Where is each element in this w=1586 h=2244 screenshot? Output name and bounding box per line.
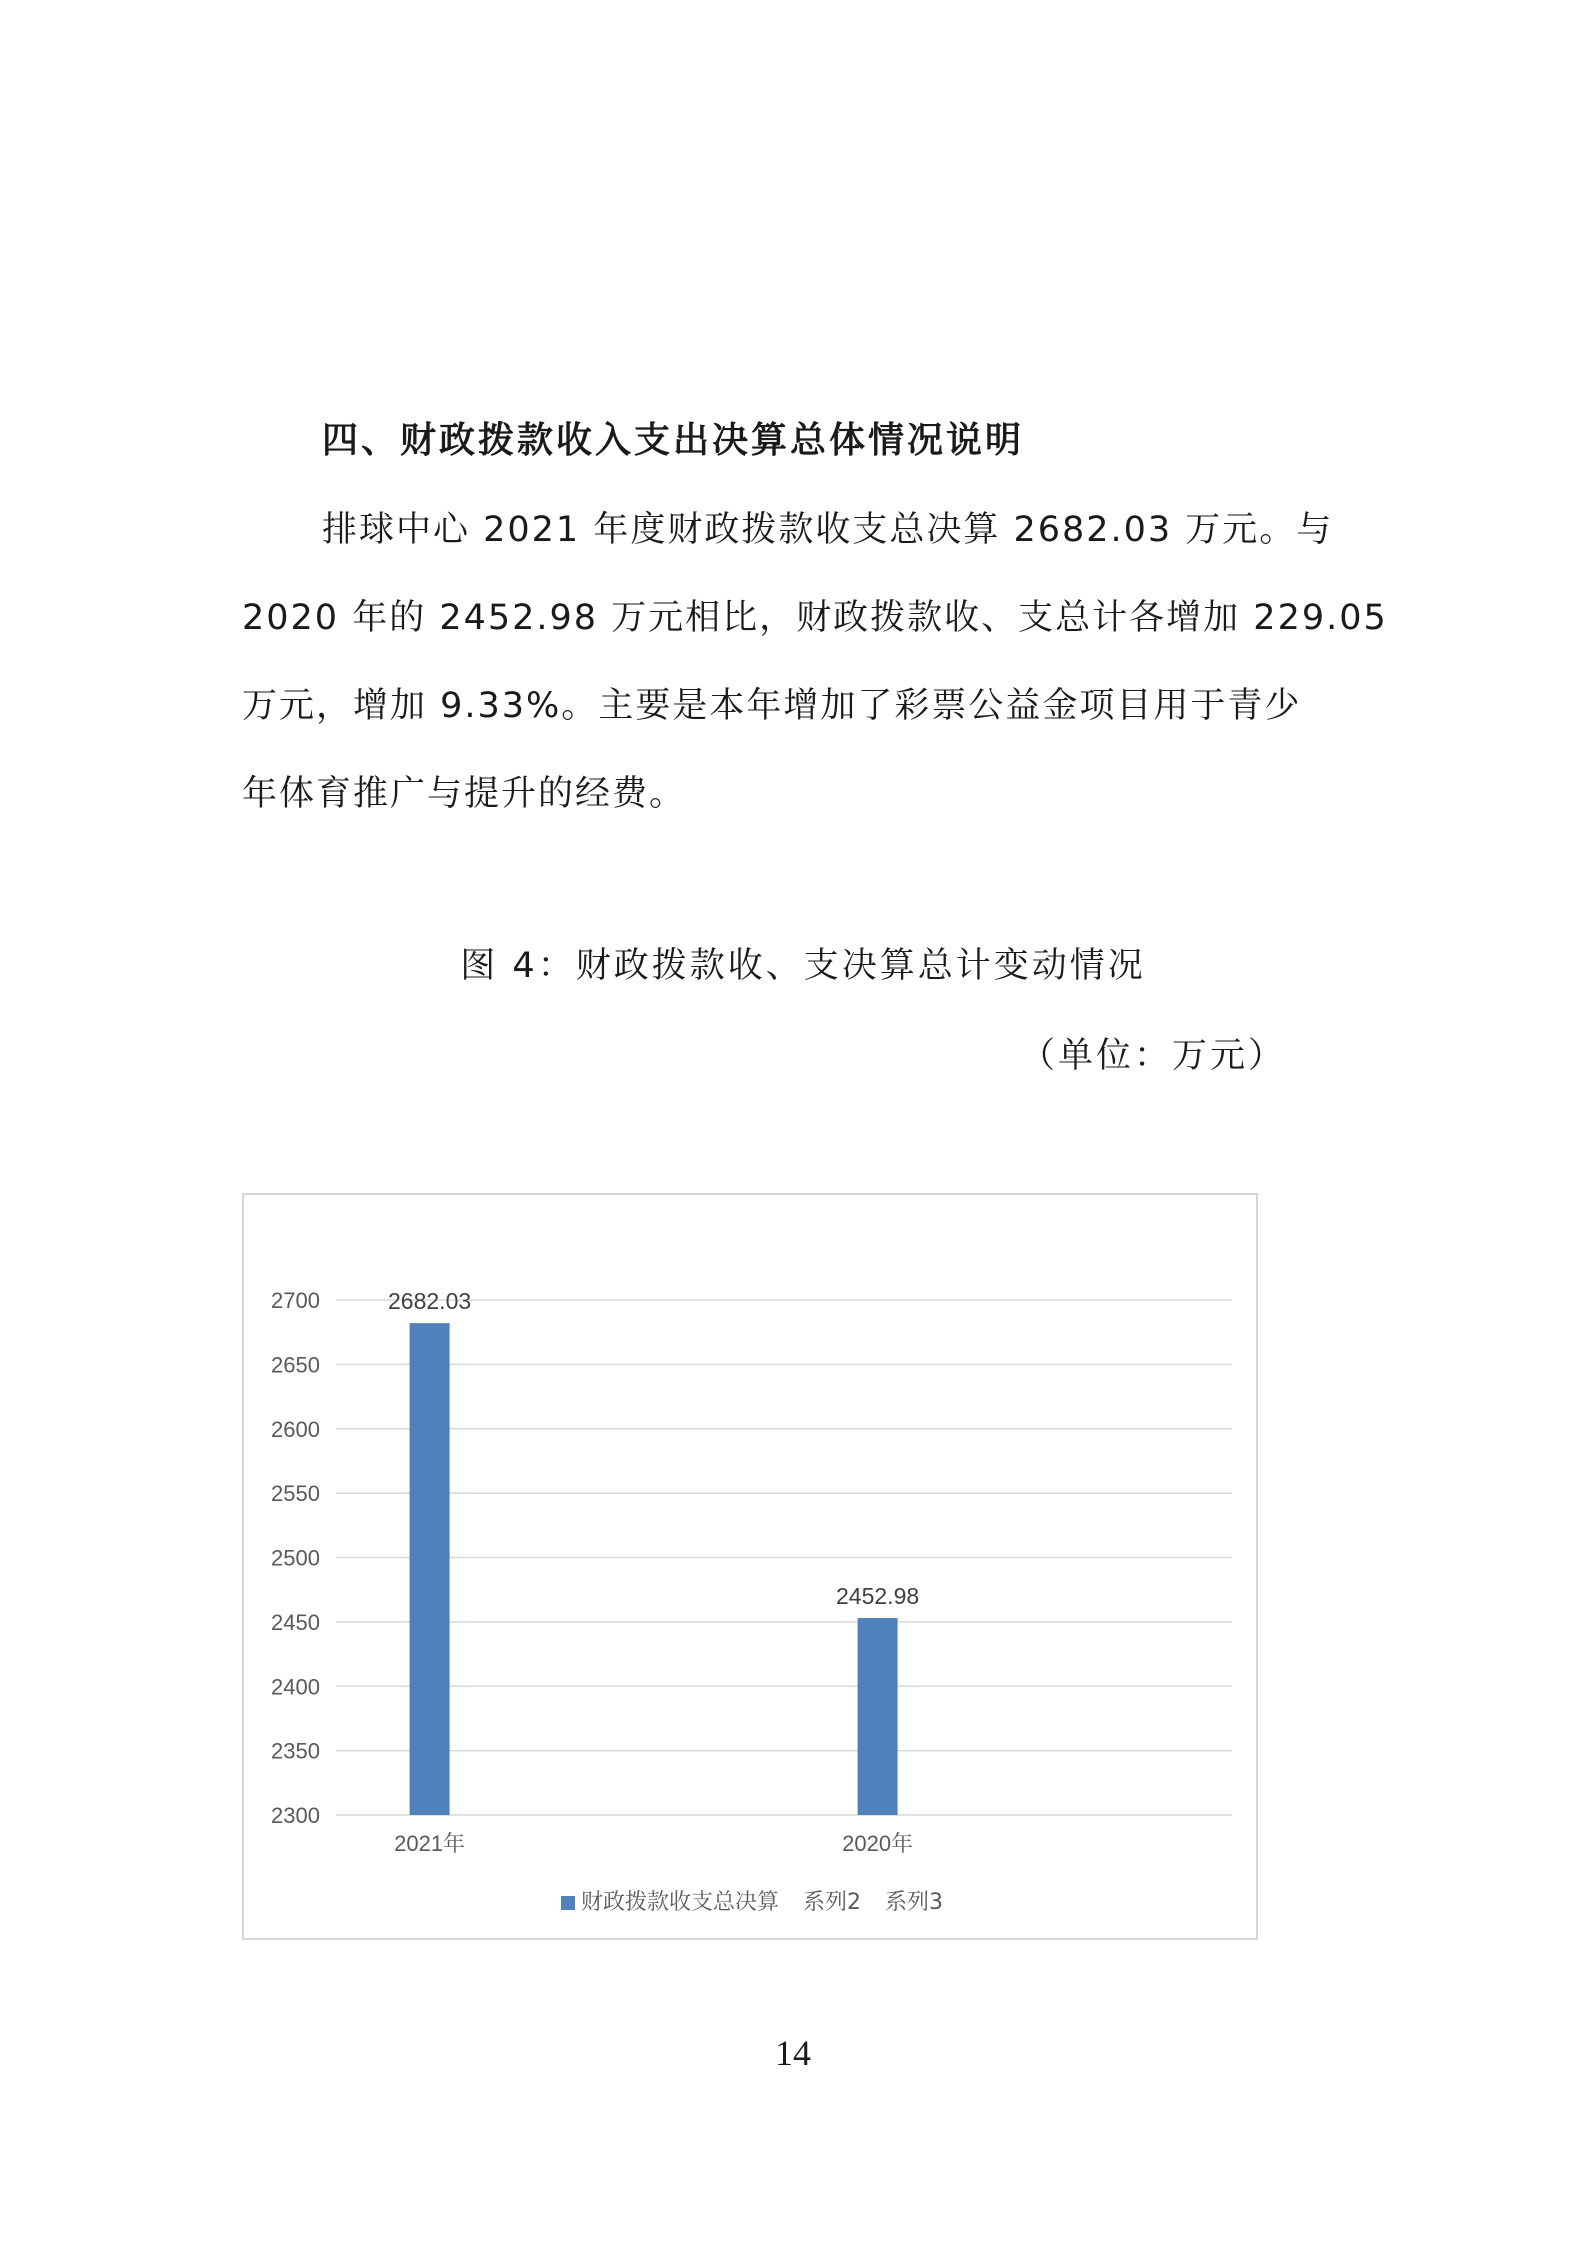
legend-item: [885, 1885, 943, 1916]
paragraph-line-3: 万元，增加 9.33%。主要是本年增加了彩票公益金项目用于青少: [242, 686, 1302, 726]
legend-label: 系列3: [885, 1890, 943, 1915]
y-tick-label: 2550: [271, 1481, 320, 1507]
paragraph-line-2: 2020 年的 2452.98 万元相比，财政拨款收、支总计各增加 229.05: [242, 598, 1388, 638]
bar: [858, 1618, 898, 1815]
legend-item: [803, 1885, 861, 1916]
y-tick-label: 2600: [271, 1416, 320, 1442]
y-tick-label: 2300: [271, 1803, 320, 1828]
data-label: 2452.98: [836, 1583, 920, 1610]
x-tick-label: 2020年: [842, 1831, 914, 1856]
y-tick-label: 2450: [271, 1609, 320, 1635]
chart-svg: [244, 1195, 1260, 1942]
paragraph-line-1: 排球中心 2021 年度财政拨款收支总决算 2682.03 万元。与: [322, 510, 1334, 550]
y-tick-label: 2650: [271, 1352, 320, 1378]
page-number: 14: [775, 2033, 811, 2073]
y-tick-label: 2350: [271, 1738, 320, 1764]
legend-label: 财政拨款收支总决算: [580, 1890, 779, 1915]
legend-item: [561, 1885, 779, 1916]
legend-swatch: [561, 1896, 575, 1910]
x-tick-label: 2021年: [394, 1831, 466, 1856]
figure-title: 图 4：财政拨款收、支决算总计变动情况: [460, 946, 1146, 986]
y-tick-label: 2500: [271, 1545, 320, 1571]
bar: [410, 1323, 450, 1815]
section-heading: 四、财政拨款收入支出决算总体情况说明: [322, 420, 1025, 461]
data-label: 2682.03: [388, 1288, 472, 1315]
bar-chart: [242, 1193, 1258, 1940]
chart-legend: [244, 1885, 1260, 1916]
figure-unit: （单位：万元）: [1019, 1036, 1286, 1076]
legend-label: 系列2: [803, 1890, 861, 1915]
paragraph-line-4: 年体育推广与提升的经费。: [242, 774, 687, 814]
y-tick-label: 2400: [271, 1674, 320, 1700]
y-tick-label: 2700: [271, 1288, 320, 1313]
